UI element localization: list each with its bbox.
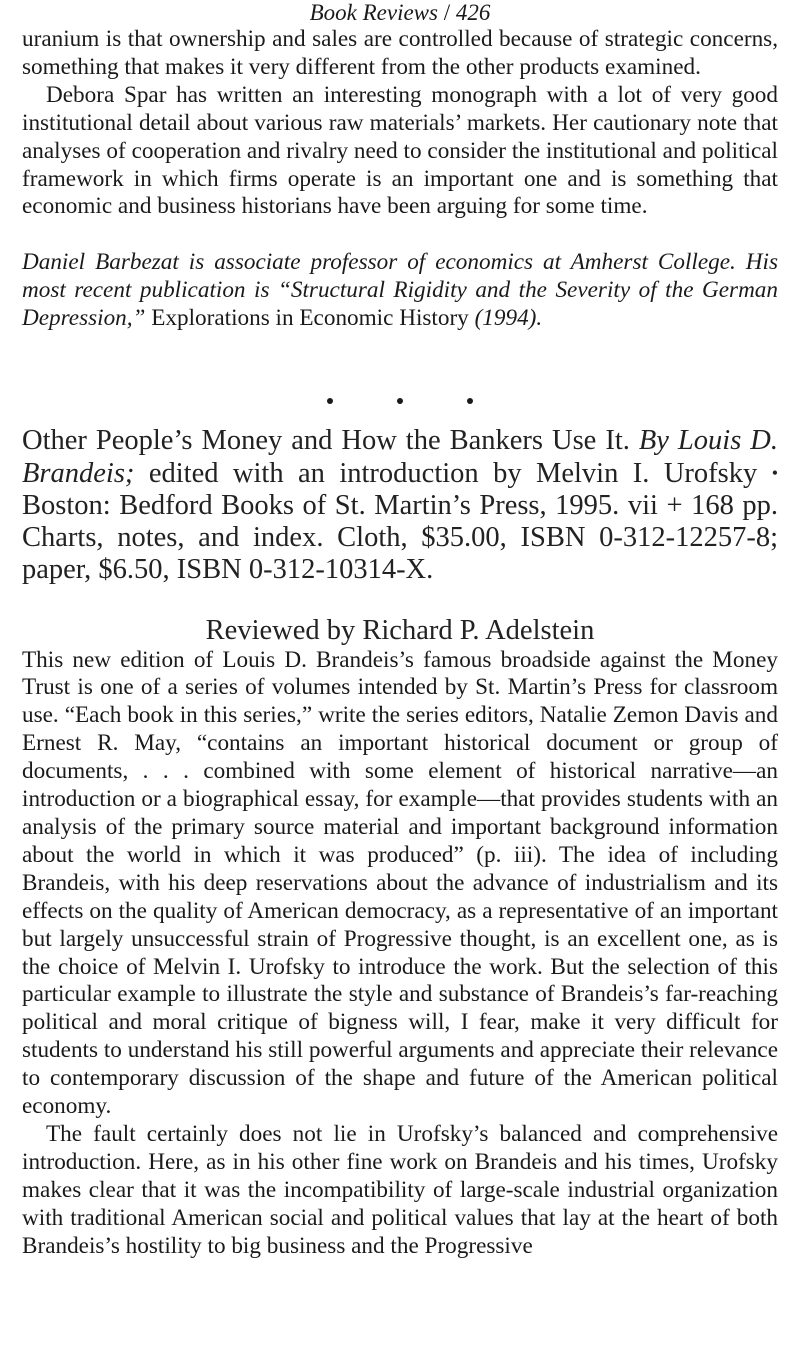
book-editor: edited with an introduction by Melvin I. Urofsky (134, 458, 772, 490)
bio-text: Daniel Barbezat is associate professor of economics at Amherst College. His most recent publication is “Structural Rigidity and the Severity of the German Depression,” (22, 249, 778, 332)
page (22, 0, 778, 1261)
book-publisher: Boston: Bedford Books of St. Martin’s Press, 1995. vii + 168 pp. Charts, notes, and index. Cloth, $35.00, ISBN 0-312-12257-8; paper, $6.50, ISBN 0-312-10314-X. (22, 490, 778, 586)
running-head-separator: / (443, 0, 451, 25)
page-number: 426 (455, 0, 491, 25)
continued-paragraph: uranium is that ownership and sales are controlled because of strategic concerns, something that makes it very different from the other products examined. (22, 26, 778, 80)
bio-journal: Explorations in Economic History (145, 305, 475, 332)
book-title: Other People’s Money and How the Bankers Use It. (22, 425, 630, 457)
separator-dot (397, 398, 403, 404)
bullet-icon: • (771, 463, 778, 484)
book-citation (22, 425, 778, 586)
separator-dot (327, 398, 333, 404)
reviewer-name: Reviewed by Richard P. Adelstein (205, 614, 595, 646)
bio-year: (1994). (474, 305, 543, 332)
closing-paragraph: Debora Spar has written an interesting monograph with a lot of very good institutional detail about various raw materials’ markets. Her cautionary note that analyses of cooperation and rivalry need to consider the institutional and political framework in which firms operate is an important one and is something that economic and business historians have been arguing for some time. (22, 81, 778, 220)
review-paragraph: This new edition of Louis D. Brandeis’s famous broadside against the Money Trust is one of a series of volumes intended by St. Martin’s Press for classroom use. “Each book in this series,” write the series editors, Natalie Zemon Davis and Ernest R. May, “contains an important historical document or group of documents, . . . combined with some element of historical narrative—an introduction or a biographical essay, for example—that provides students with an analysis of the primary source material and important background information about the world in which it was produced” (p. iii). The idea of including Brandeis, with his deep reservations about the advance of industrialism and its effects on the quality of American democracy, as a representative of an important but largely unsuccessful strain of Progressive thought, is an excellent one, as is the choice of Melvin I. Urofsky to introduce the work. But the selection of this particular example to illustrate the style and substance of Brandeis’s far-reaching political and moral critique of bigness will, I fear, make it very difficult for students to understand his still powerful arguments and appreciate their relevance to contemporary discussion of the shape and future of the American political economy. (22, 646, 778, 1120)
reviewer-bio (22, 249, 778, 333)
running-head-section: Book Reviews (309, 0, 438, 25)
book-author: By Louis D. Brandeis; (22, 425, 778, 490)
review-paragraph: The fault certainly does not lie in Urofsky’s balanced and comprehensive introduction. Here, as in his other fine work on Brandeis and his times, Urofsky makes clear that it was the incompatibility of large-scale industrial organization with traditional American social and political values that lay at the heart of both Brandeis’s hostility to big business and the Progressive (22, 1120, 778, 1259)
separator-dot (467, 398, 473, 404)
running-head (22, 0, 778, 26)
section-separator (22, 391, 778, 411)
